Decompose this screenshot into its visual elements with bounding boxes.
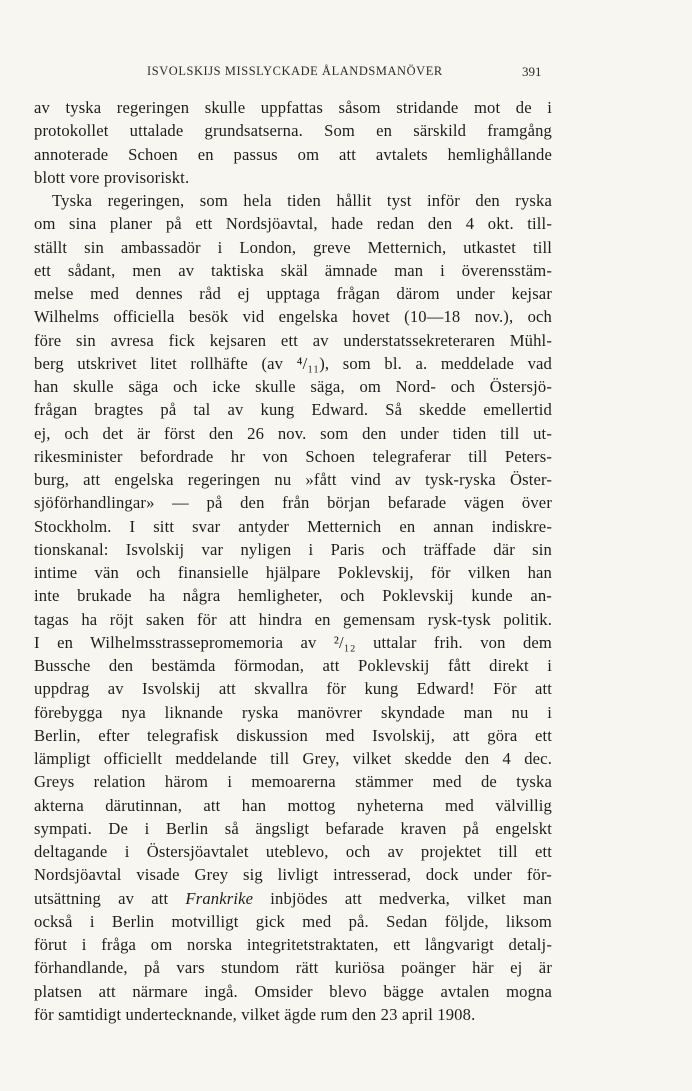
text-line: ett sådant, men av taktiska skäl ämnade man i överensstäm- [34,260,552,280]
text-line: berg utskrivet litet rollhäfte (av ⁴/₁₁), som bl. a. meddelade vad [34,353,552,373]
text-line: akterna därutinnan, att han mottog nyheterna med välvillig [34,795,552,815]
text-line: Berlin, efter telegrafisk diskussion med Isvolskij, att göra ett [34,725,552,745]
text-line: intime vän och finansielle hjälpare Poklevskij, för vilken han [34,563,552,582]
text-line: sympati. De i Berlin så ängsligt befarade kraven på engelskt [34,818,552,838]
running-header [0,64,692,88]
text-line: sjöförhandlingar» — på den från början befarade vägen över [34,493,552,513]
text-line: rikesminister befordrade hr von Schoen telegraferar till Peters- [34,446,552,466]
text-line: protokollet uttalade grundsatserna. Som en särskild framgång [34,121,552,141]
text-line: om sina planer på ett Nordsjöavtal, hade redan den 4 okt. till- [34,214,552,234]
line-segment: inbjödes att medverka, vilket man [253,888,552,908]
text-line: frågan bragtes på tal av kung Edward. Så skedde emellertid [34,400,552,420]
text-line: melse med dennes råd ej upptaga frågan därom under kejsar [34,284,552,303]
text-line: Tyska regeringen, som hela tiden hållit tyst inför den ryska [52,191,552,210]
text-line: uppdrag av Isvolskij att skvallra för kung Edward! För att [34,679,552,699]
text-line: Greys relation härom i memoarerna stämmer med de tyska [34,772,552,792]
text-line: tionskanal: Isvolskij var nyligen i Paris och träffade där sin [34,539,552,559]
line-segment: utsättning av att [34,888,186,908]
text-line: inte brukade ha några hemligheter, och Poklevskij kunde an- [34,586,552,606]
text-line: Stockholm. I sitt svar antyder Metternich en annan indiskre- [34,516,552,536]
text-line: för samtidigt undertecknande, vilket ägde rum den 23 april 1908. [34,1004,476,1024]
page-number: 391 [522,64,542,79]
text-line: före sin avresa fick kejsaren ett av understatssekreteraren Mühl- [34,330,552,350]
text-line: förhandlande, på vars stundom rätt kuriösa poänger här ej är [34,958,552,978]
text-line: burg, att engelska regeringen nu »fått vind av tysk-ryska Öster- [34,470,552,489]
text-line: platsen att närmare ingå. Omsider blevo bägge avtalen mogna [34,981,552,1001]
text-line: Wilhelms officiella besök vid engelska hovet (10—18 nov.), och [34,307,552,327]
text-line: blott vore provisoriskt. [34,167,190,187]
text-line: Nordsjöavtal visade Grey sig livligt intresserad, dock under för- [34,865,552,885]
text-line: ställt sin ambassadör i London, greve Metternich, utkastet till [34,237,552,257]
text-line: lämpligt officiellt meddelande till Grey, vilket skedde den 4 dec. [34,749,552,768]
text-line-with-italic [34,887,552,910]
italic-word: Frankrike [185,888,254,908]
text-line: förebygga nya liknande ryska manövrer skyndade man nu i [34,702,552,722]
text-line: deltagande i Östersjöavtalet uteblevo, och av projektet till ett [34,842,552,861]
body-text [34,96,552,1026]
text-line: han skulle säga och icke skulle säga, om Nord- och Östersjö- [34,377,552,396]
text-line: tagas ha röjt saken för att hindra en gemensam rysk-tysk politik. [34,609,552,629]
running-title: ISVOLSKIJS MISSLYCKADE ÅLANDSMANÖVER [147,64,443,78]
text-line: förut i fråga om norska integritetstraktaten, ett långvarigt detalj- [34,935,552,954]
text-line: Bussche den bestämda förmodan, att Poklevskij fått direkt i [34,656,552,675]
text-line: också i Berlin motvilligt gick med på. Sedan följde, liksom [34,911,552,931]
text-line: annoterade Schoen en passus om att avtalets hemlighållande [34,144,552,164]
text-line: ej, och det är först den 26 nov. som den under tiden till ut- [34,423,552,443]
text-line: I en Wilhelmsstrassepromemoria av ²/₁₂ uttalar frih. von dem [34,632,552,652]
text-line: av tyska regeringen skulle uppfattas såsom stridande mot de i [34,98,552,117]
